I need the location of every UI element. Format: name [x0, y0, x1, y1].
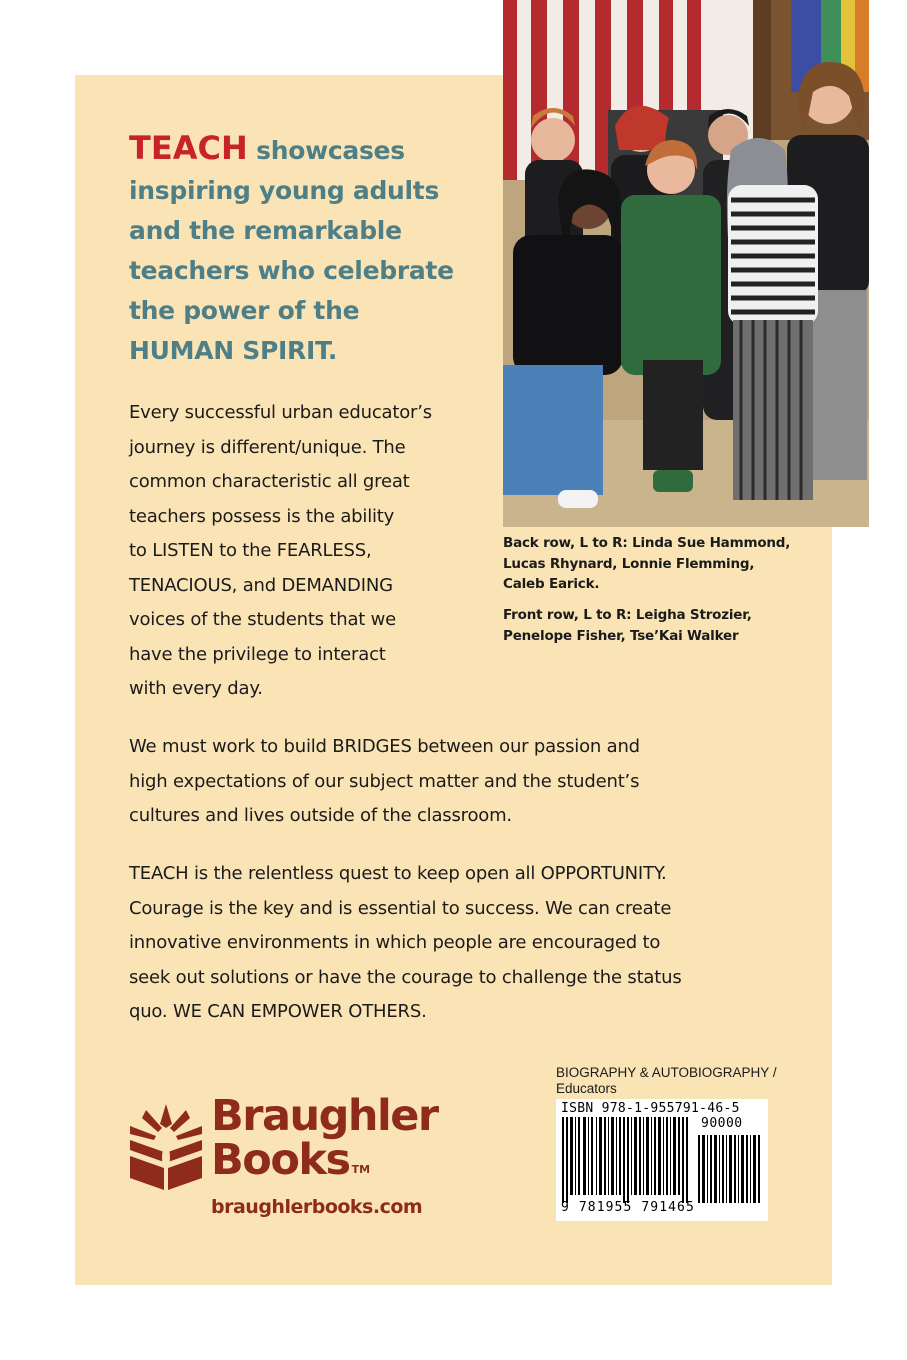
text-line: common characteristic all great — [129, 471, 410, 492]
text-line: TENACIOUS, and DEMANDING — [129, 574, 393, 596]
text-line: seek out solutions or have the courage to challenge the status — [129, 966, 682, 988]
tagline-line: HUMAN SPIRIT. — [129, 336, 338, 365]
text-line: quo. WE CAN EMPOWER OTHERS. — [129, 1001, 427, 1022]
bisac-category — [556, 1065, 796, 1096]
tagline-line: inspiring young adults — [129, 176, 440, 205]
ean-digits: 9 781955 791465 — [561, 1200, 695, 1215]
text-line: have the privilege to interact — [129, 643, 386, 665]
text-line: TEACH is the relentless quest to keep open all OPPORTUNITY. — [129, 863, 667, 884]
tagline-line: teachers who celebrate — [129, 256, 454, 285]
photo-caption-back-row — [503, 533, 863, 595]
caption-line: Front row, L to R: Leigha Strozier, — [503, 607, 752, 623]
group-photo-illustration — [503, 0, 869, 527]
publisher-name-line2: Books — [211, 1135, 350, 1185]
text-line: with every day. — [129, 678, 263, 699]
price-code: 90000 — [701, 1116, 743, 1131]
body-paragraph-1 — [129, 396, 479, 707]
isbn-number: ISBN 978-1-955791-46-5 — [561, 1101, 740, 1116]
text-line: journey is different/unique. The — [129, 436, 406, 458]
text-line: Courage is the key and is essential to success. We can create — [129, 897, 672, 919]
bisac-line: BIOGRAPHY & AUTOBIOGRAPHY / — [556, 1065, 777, 1080]
book-wheat-icon — [128, 1102, 204, 1192]
tagline-lead-word: TEACH — [129, 129, 248, 167]
tagline-line: showcases — [256, 136, 405, 165]
bisac-line: Educators — [556, 1080, 617, 1096]
tagline-line: the power of the — [129, 296, 360, 325]
tagline-line: and the remarkable — [129, 216, 402, 245]
publisher-logo — [128, 1091, 488, 1225]
text-line: to LISTEN to the FEARLESS, — [129, 540, 372, 561]
publisher-url: braughlerbooks.com — [211, 1196, 423, 1218]
tagline — [129, 128, 489, 371]
body-paragraph-3 — [129, 857, 769, 1030]
text-line: voices of the students that we — [129, 609, 397, 630]
publisher-name-line1: Braughler — [211, 1091, 438, 1141]
text-line: Every successful urban educator’s — [129, 402, 432, 423]
text-line: innovative environments in which people are encouraged to — [129, 932, 661, 953]
caption-line: Lucas Rhynard, Lonnie Flemming, — [503, 555, 755, 572]
photo-caption-front-row — [503, 605, 863, 646]
text-line: teachers possess is the ability — [129, 505, 395, 527]
isbn-barcode — [556, 1099, 768, 1221]
trademark-symbol: TM — [351, 1163, 371, 1176]
caption-line: Back row, L to R: Linda Sue Hammond, — [503, 535, 791, 551]
caption-line: Caleb Earick. — [503, 576, 600, 592]
text-line: high expectations of our subject matter and the student’s — [129, 770, 640, 792]
body-paragraph-2 — [129, 730, 769, 834]
text-line: cultures and lives outside of the classroom. — [129, 805, 512, 826]
group-photo — [503, 0, 869, 527]
text-line: We must work to build BRIDGES between our passion and — [129, 736, 640, 757]
publisher-name — [211, 1091, 438, 1185]
caption-line: Penelope Fisher, Tse’Kai Walker — [503, 627, 739, 644]
